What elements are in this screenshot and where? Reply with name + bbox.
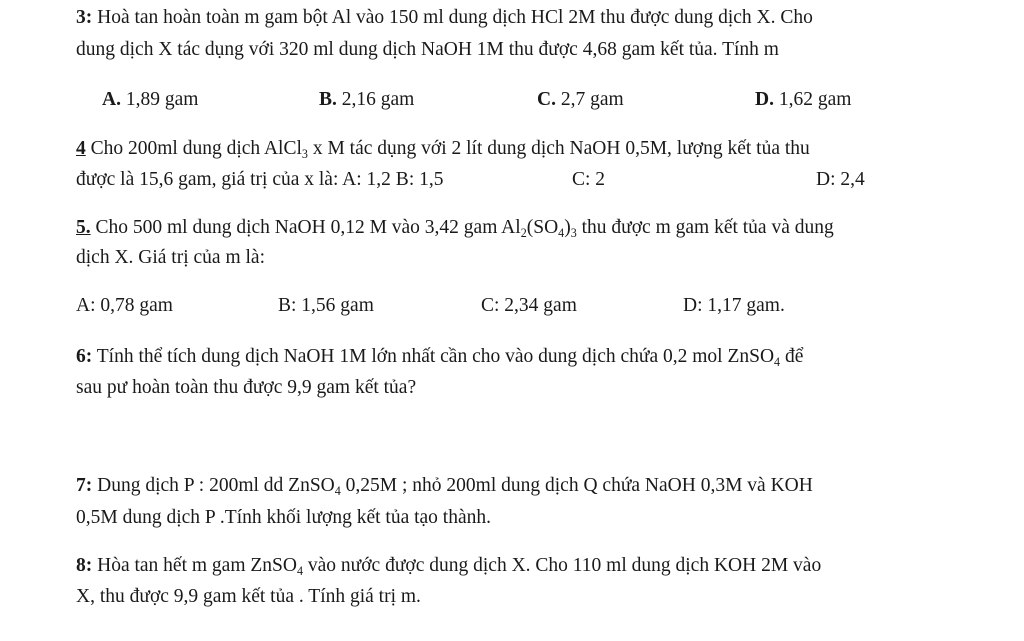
q8-line-1: 8: Hòa tan hết m gam ZnSO$_4$ vào nước được dung dịch X. Cho 110 ml dung dịch KOH 2M vào	[76, 555, 822, 579]
q5-line-1: 5. Cho 500 ml dung dịch NaOH 0,12 M vào 3,42 gam $Al_2(SO_4)_3$ thu được m gam kết tủa và dung	[76, 217, 834, 241]
q5-option-c: C: 2,34 gam	[481, 295, 577, 316]
q5-option-a: A: 0,78 gam	[76, 295, 173, 316]
q3-option-a: A. 1,89 gam	[102, 89, 199, 110]
q5-option-b: B: 1,56 gam	[278, 295, 374, 316]
q5-line-2: dịch X. Giá trị của m là:	[76, 247, 265, 268]
q7-line-2: 0,5M dung dịch P .Tính khối lượng kết tủa tạo thành.	[76, 507, 491, 528]
q6-line-2: sau pư hoàn toàn thu được 9,9 gam kết tủa?	[76, 377, 417, 398]
q4-option-c: C: 2	[572, 169, 606, 190]
q3-number: 3:	[76, 7, 93, 28]
q5-option-d: D: 1,17 gam.	[683, 295, 785, 316]
q4-number: 4	[76, 138, 86, 159]
q8-number: 8:	[76, 555, 93, 576]
q3-line-2: dung dịch X tác dụng với 320 ml dung dịch NaOH 1M thu được 4,68 gam kết tủa. Tính m	[76, 39, 779, 60]
q3-option-d: D. 1,62 gam	[755, 89, 852, 110]
q4-line-2: được là 15,6 gam, giá trị của x là: A: 1,2 B: 1,5	[76, 169, 444, 190]
q6-line-1: 6: Tính thể tích dung dịch NaOH 1M lớn nhất cần cho vào dung dịch chứa 0,2 mol ZnSO$_4$ để	[76, 346, 804, 370]
q4-option-d: D: 2,4	[816, 169, 865, 190]
q6-number: 6:	[76, 346, 93, 367]
q4-line-1: 4 Cho 200ml dung dịch AlCl$_3$ x M tác dụng với 2 lít dung dịch NaOH 0,5M, lượng kết tủa thu	[76, 138, 810, 162]
q7-number: 7:	[76, 475, 93, 496]
q3-option-b: B. 2,16 gam	[319, 89, 415, 110]
q3-line-1: 3: Hoà tan hoàn toàn m gam bột Al vào 150 ml dung dịch HCl 2M thu được dung dịch X. Cho	[76, 7, 813, 28]
q3-option-c: C. 2,7 gam	[537, 89, 624, 110]
q7-line-1: 7: Dung dịch P : 200ml dd ZnSO$_4$ 0,25M ; nhỏ 200ml dung dịch Q chứa NaOH 0,3M và KOH	[76, 475, 813, 499]
q5-number: 5.	[76, 217, 91, 238]
q8-line-2: X, thu được 9,9 gam kết tủa . Tính giá trị m.	[76, 586, 421, 607]
